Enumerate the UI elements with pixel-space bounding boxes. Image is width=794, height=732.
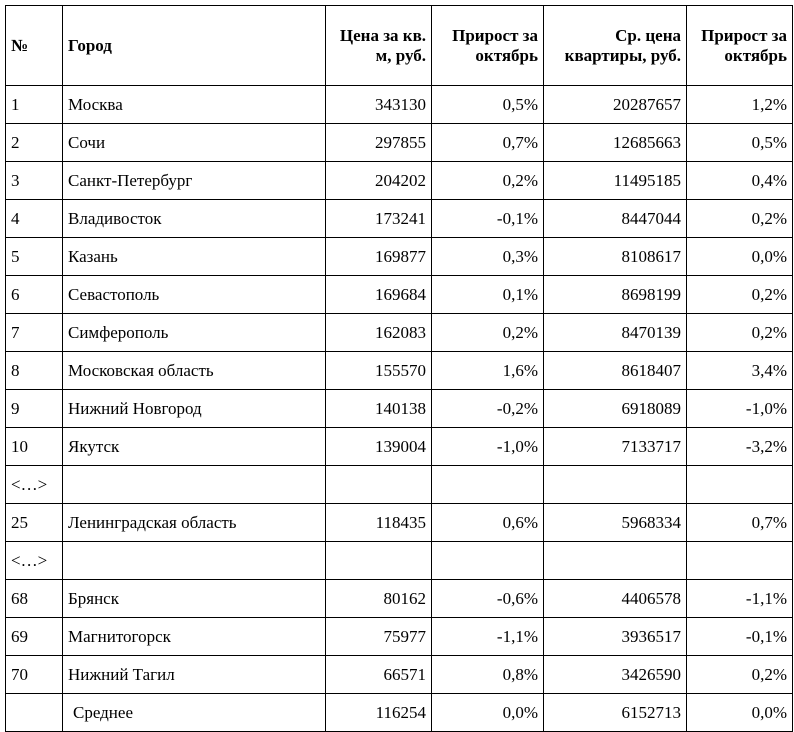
- average-growth-sqm: 0,0%: [432, 694, 544, 732]
- cell-price-sqm: 297855: [326, 124, 432, 162]
- cell-avg-price: 12685663: [544, 124, 687, 162]
- cell-growth-sqm: -1,1%: [432, 618, 544, 656]
- header-growth-sqm: Прирост за октябрь: [432, 6, 544, 86]
- cell-num: 69: [6, 618, 63, 656]
- cell-avg-price: 5968334: [544, 504, 687, 542]
- cell-price-sqm: 80162: [326, 580, 432, 618]
- cell-growth-sqm: -0,1%: [432, 200, 544, 238]
- cell-num: 7: [6, 314, 63, 352]
- cell-growth-sqm: 0,5%: [432, 86, 544, 124]
- cell-growth-sqm: [432, 466, 544, 504]
- cell-city: Нижний Новгород: [63, 390, 326, 428]
- cell-growth-avg: 0,2%: [687, 200, 793, 238]
- cell-growth-sqm: -1,0%: [432, 428, 544, 466]
- cell-avg-price: [544, 466, 687, 504]
- cell-city: [63, 466, 326, 504]
- cell-growth-sqm: 0,6%: [432, 504, 544, 542]
- cell-growth-avg: [687, 466, 793, 504]
- cell-growth-sqm: -0,2%: [432, 390, 544, 428]
- cell-price-sqm: 173241: [326, 200, 432, 238]
- cell-avg-price: 20287657: [544, 86, 687, 124]
- cell-city: Московская область: [63, 352, 326, 390]
- ellipsis-row: [6, 466, 793, 504]
- cell-city: Владивосток: [63, 200, 326, 238]
- cell-avg-price: 7133717: [544, 428, 687, 466]
- cell-growth-sqm: 0,8%: [432, 656, 544, 694]
- table-row: [6, 428, 793, 466]
- cell-num: 9: [6, 390, 63, 428]
- header-num: №: [6, 6, 63, 86]
- cell-city: Сочи: [63, 124, 326, 162]
- cell-growth-sqm: 0,3%: [432, 238, 544, 276]
- cell-city: Казань: [63, 238, 326, 276]
- average-label: Среднее: [63, 694, 326, 732]
- table-row: [6, 276, 793, 314]
- cell-num: 8: [6, 352, 63, 390]
- average-avg-price: 6152713: [544, 694, 687, 732]
- cell-growth-avg: [687, 542, 793, 580]
- cell-num: 1: [6, 86, 63, 124]
- cell-num: 4: [6, 200, 63, 238]
- cell-num: 70: [6, 656, 63, 694]
- cell-price-sqm: 169684: [326, 276, 432, 314]
- cell-price-sqm: [326, 466, 432, 504]
- cell-avg-price: 6918089: [544, 390, 687, 428]
- cell-avg-price: 8108617: [544, 238, 687, 276]
- cell-growth-sqm: 0,2%: [432, 314, 544, 352]
- table-row: [6, 124, 793, 162]
- cell-growth-avg: 0,0%: [687, 238, 793, 276]
- cell-num: <…>: [6, 466, 63, 504]
- table-row: [6, 238, 793, 276]
- table-row: [6, 86, 793, 124]
- average-growth-avg: 0,0%: [687, 694, 793, 732]
- cell-city: Санкт-Петербург: [63, 162, 326, 200]
- cell-growth-sqm: 0,1%: [432, 276, 544, 314]
- cell-city: [63, 542, 326, 580]
- cell-num: 68: [6, 580, 63, 618]
- ellipsis-row: [6, 542, 793, 580]
- cell-growth-avg: -0,1%: [687, 618, 793, 656]
- cell-growth-sqm: 0,7%: [432, 124, 544, 162]
- cell-avg-price: 3426590: [544, 656, 687, 694]
- cell-growth-avg: -1,0%: [687, 390, 793, 428]
- table-row: [6, 390, 793, 428]
- table-row: [6, 618, 793, 656]
- cell-avg-price: 8447044: [544, 200, 687, 238]
- cell-growth-sqm: 0,2%: [432, 162, 544, 200]
- cell-num: <…>: [6, 542, 63, 580]
- cell-growth-avg: 0,2%: [687, 656, 793, 694]
- cell-price-sqm: 75977: [326, 618, 432, 656]
- average-num: [6, 694, 63, 732]
- cell-num: 3: [6, 162, 63, 200]
- cell-growth-avg: 0,7%: [687, 504, 793, 542]
- cell-growth-sqm: [432, 542, 544, 580]
- cell-avg-price: 11495185: [544, 162, 687, 200]
- cell-growth-sqm: 1,6%: [432, 352, 544, 390]
- cell-city: Магнитогорск: [63, 618, 326, 656]
- cell-price-sqm: [326, 542, 432, 580]
- cell-price-sqm: 140138: [326, 390, 432, 428]
- cell-price-sqm: 169877: [326, 238, 432, 276]
- cell-num: 2: [6, 124, 63, 162]
- cell-growth-avg: -3,2%: [687, 428, 793, 466]
- cell-price-sqm: 66571: [326, 656, 432, 694]
- table-row: [6, 352, 793, 390]
- cell-avg-price: 8618407: [544, 352, 687, 390]
- table-row: [6, 580, 793, 618]
- cell-city: Нижний Тагил: [63, 656, 326, 694]
- header-avg-price: Ср. цена квартиры, руб.: [544, 6, 687, 86]
- cell-avg-price: 4406578: [544, 580, 687, 618]
- header-price-sqm: Цена за кв. м, руб.: [326, 6, 432, 86]
- header-city: Город: [63, 6, 326, 86]
- cell-avg-price: 8698199: [544, 276, 687, 314]
- cell-price-sqm: 155570: [326, 352, 432, 390]
- cell-price-sqm: 139004: [326, 428, 432, 466]
- cell-city: Ленинградская область: [63, 504, 326, 542]
- cell-growth-avg: 1,2%: [687, 86, 793, 124]
- table-row: [6, 656, 793, 694]
- cell-growth-sqm: -0,6%: [432, 580, 544, 618]
- average-row: [6, 694, 793, 732]
- cell-city: Москва: [63, 86, 326, 124]
- cell-price-sqm: 118435: [326, 504, 432, 542]
- cell-num: 5: [6, 238, 63, 276]
- table-body: [6, 86, 793, 694]
- cell-num: 10: [6, 428, 63, 466]
- cell-num: 25: [6, 504, 63, 542]
- table-row: [6, 504, 793, 542]
- cell-growth-avg: 0,2%: [687, 276, 793, 314]
- cell-growth-avg: 3,4%: [687, 352, 793, 390]
- cell-avg-price: [544, 542, 687, 580]
- cell-city: Симферополь: [63, 314, 326, 352]
- cell-price-sqm: 204202: [326, 162, 432, 200]
- city-price-table: [5, 5, 793, 732]
- table-row: [6, 162, 793, 200]
- cell-avg-price: 8470139: [544, 314, 687, 352]
- cell-city: Севастополь: [63, 276, 326, 314]
- average-price-sqm: 116254: [326, 694, 432, 732]
- cell-price-sqm: 162083: [326, 314, 432, 352]
- cell-price-sqm: 343130: [326, 86, 432, 124]
- header-growth-avg: Прирост за октябрь: [687, 6, 793, 86]
- cell-city: Брянск: [63, 580, 326, 618]
- table-row: [6, 314, 793, 352]
- table-row: [6, 200, 793, 238]
- cell-num: 6: [6, 276, 63, 314]
- cell-growth-avg: 0,4%: [687, 162, 793, 200]
- cell-growth-avg: 0,2%: [687, 314, 793, 352]
- cell-city: Якутск: [63, 428, 326, 466]
- cell-growth-avg: -1,1%: [687, 580, 793, 618]
- cell-growth-avg: 0,5%: [687, 124, 793, 162]
- cell-avg-price: 3936517: [544, 618, 687, 656]
- header-row: [6, 6, 793, 86]
